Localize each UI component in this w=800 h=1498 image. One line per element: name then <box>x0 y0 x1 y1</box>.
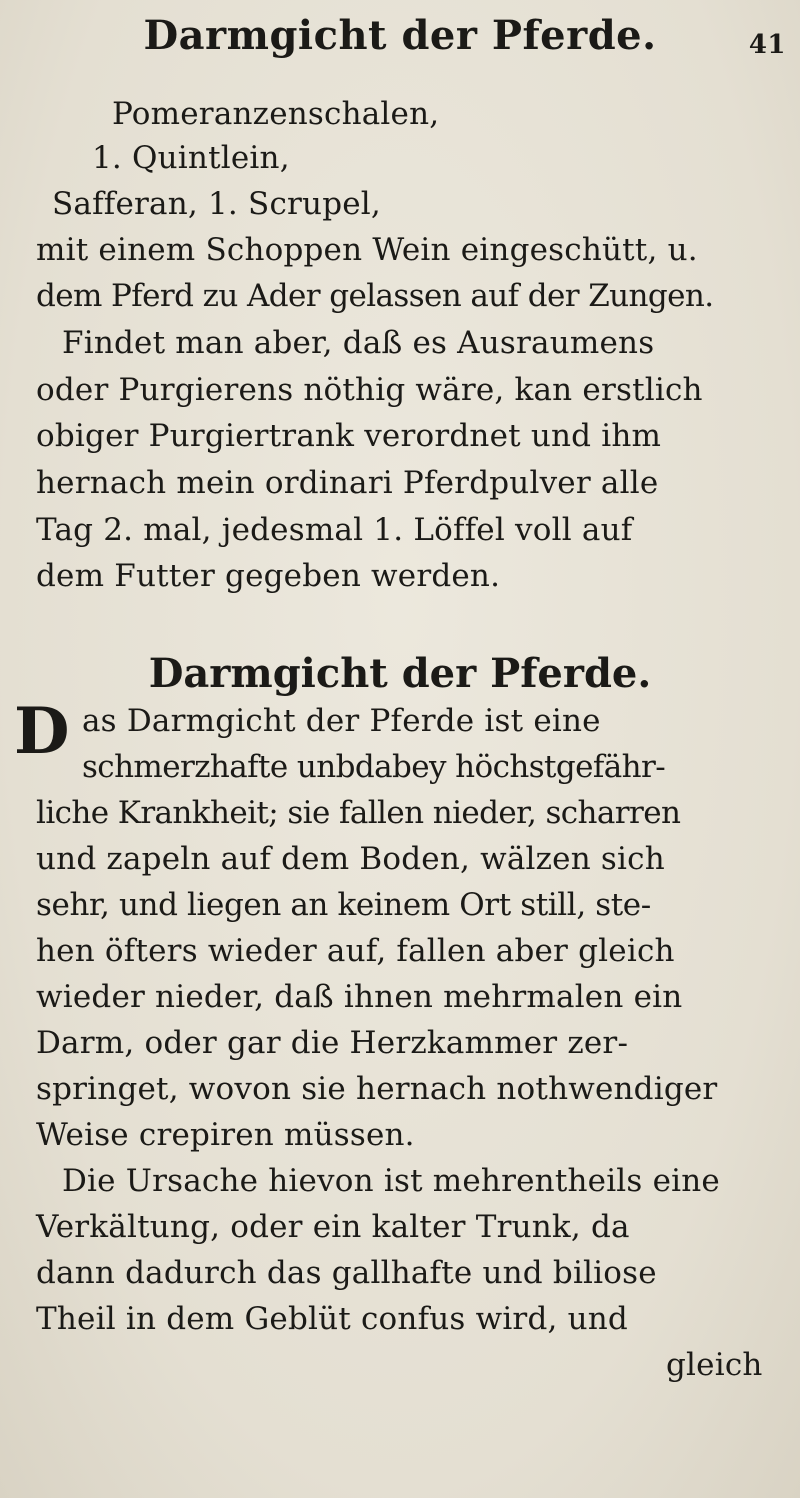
recipe-line: oder Purgierens nöthig wäre, kan erstlich <box>36 372 703 408</box>
body-line: Darm, oder gar die Herzkammer zer- <box>36 1025 629 1061</box>
recipe-line: Pomeranzenschalen, <box>112 96 440 132</box>
body-line: wieder nieder, daß ihnen mehrmalen ein <box>36 979 683 1015</box>
body-line: Weise crepiren müssen. <box>36 1117 415 1153</box>
body-line: und zapeln auf dem Boden, wälzen sich <box>36 841 665 877</box>
body-line: liche Krankheit; sie fallen nieder, scharren <box>36 795 681 831</box>
page-number: 41 <box>748 30 786 60</box>
section-heading: Darmgicht der Pferde. <box>148 650 652 697</box>
body-line: Die Ursache hievon ist mehrentheils eine <box>62 1163 720 1199</box>
recipe-line: mit einem Schoppen Wein eingeschütt, u. <box>36 232 698 268</box>
body-line: springet, wovon sie hernach nothwendiger <box>36 1071 718 1107</box>
drop-cap: D <box>14 694 70 769</box>
recipe-line: dem Futter gegeben werden. <box>36 558 501 594</box>
recipe-line: obiger Purgiertrank verordnet und ihm <box>36 418 662 454</box>
recipe-line: hernach mein ordinari Pferdpulver alle <box>36 465 659 501</box>
recipe-line: dem Pferd zu Ader gelassen auf der Zungen. <box>36 278 714 314</box>
body-line: hen öfters wieder auf, fallen aber gleich <box>36 933 675 969</box>
body-line: Verkältung, oder ein kalter Trunk, da <box>36 1209 630 1245</box>
body-line: schmerzhafte unbdabey höchstgefähr- <box>82 749 666 785</box>
body-line: sehr, und liegen an keinem Ort still, ste- <box>36 887 651 923</box>
body-line: Theil in dem Geblüt confus wird, und <box>36 1301 628 1337</box>
running-head <box>0 12 800 59</box>
body-line: dann dadurch das gallhafte und biliose <box>36 1255 657 1291</box>
running-head-title: Darmgicht der Pferde. <box>143 12 657 59</box>
recipe-line: Tag 2. mal, jedesmal 1. Löffel voll auf <box>36 512 633 548</box>
body-line: as Darmgicht der Pferde ist eine <box>82 703 601 739</box>
recipe-line: 1. Quintlein, <box>92 140 290 176</box>
recipe-line: Findet man aber, daß es Ausraumens <box>62 325 655 361</box>
recipe-line: Safferan, 1. Scrupel, <box>52 186 381 222</box>
catchword: gleich <box>666 1347 763 1383</box>
